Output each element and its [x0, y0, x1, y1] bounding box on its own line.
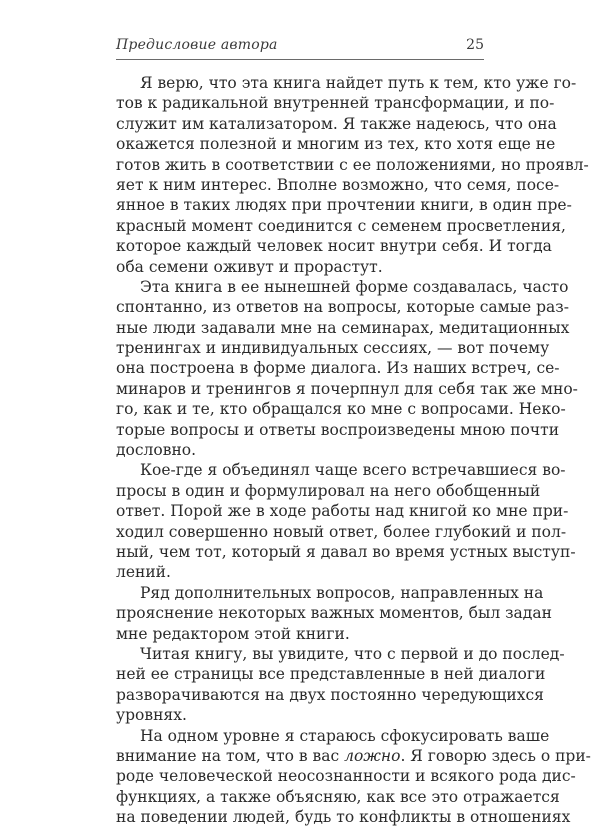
- text-line: Эта книга в ее нынешней форме создавалась, часто: [140, 277, 569, 296]
- body-text: [116, 73, 591, 827]
- text-line: готов жить в соответствии с ее положениями, но проявл-: [116, 155, 589, 174]
- text-line: минаров и тренингов я почерпнул для себя так же мно-: [116, 379, 578, 398]
- text-line: ответ. Порой же в ходе работы над книгой ко мне при-: [116, 502, 569, 521]
- text-line: мне редактором этой книги.: [116, 624, 350, 643]
- text-line: лений.: [116, 563, 171, 582]
- text-segment: внимание на том, что в вас: [116, 746, 345, 765]
- header-rule: [116, 59, 484, 60]
- text-line: просы в один и формулировал на него обобщенный: [116, 481, 541, 500]
- text-line: она построена в форме диалога. Из наших встреч, се-: [116, 359, 560, 378]
- text-line: Кое-где я объединял чаще всего встречавшиеся во-: [140, 461, 566, 480]
- text-line: тов к радикальной внутренней трансформации, и по-: [116, 94, 555, 113]
- text-line: разворачиваются на двух постоянно чередующихся: [116, 685, 544, 704]
- text-line: дословно.: [116, 441, 197, 460]
- running-head: [116, 37, 484, 61]
- page-number: 25: [466, 37, 484, 53]
- text-line: окажется полезной и многим из тех, кто хотя еще не: [116, 135, 556, 154]
- text-line: функциях, а также объясняю, как все это отражается: [116, 787, 560, 806]
- text-line: го, как и те, кто обращался ко мне с вопросами. Неко-: [116, 400, 566, 419]
- text-line: на поведении людей, будь то конфликты в отношениях: [116, 808, 571, 827]
- text-line: янное в таких людях при прочтении книги, в один пре-: [116, 196, 572, 215]
- text-line: ные люди задавали мне на семинарах, медитационных: [116, 318, 570, 337]
- text-line: уровнях.: [116, 706, 187, 725]
- text-line: красный момент соединится с семенем просветления,: [116, 216, 566, 235]
- text-line: ный, чем тот, который я давал во время устных выступ-: [116, 542, 576, 561]
- text-line: Я верю, что эта книга найдет путь к тем, кто уже го-: [140, 74, 577, 92]
- text-line: На одном уровне я стараюсь сфокусировать ваше: [140, 726, 550, 745]
- text-line: ней ее страницы все представленные в ней диалоги: [116, 665, 546, 684]
- text-line: прояснение некоторых важных моментов, был задан: [116, 604, 552, 623]
- text-line: которое каждый человек носит внутри себя. И тогда: [116, 237, 552, 256]
- text-line: Ряд дополнительных вопросов, направленных на: [140, 583, 544, 602]
- text-line: торые вопросы и ответы воспроизведены мною почти: [116, 420, 560, 439]
- text-line: оба семени оживут и прорастут.: [116, 257, 383, 276]
- text-line: служит им катализатором. Я также надеюсь, что она: [116, 114, 557, 133]
- text-line: ходил совершенно новый ответ, более глубокий и пол-: [116, 522, 567, 541]
- text-segment: . Я говорю здесь о при-: [400, 746, 591, 765]
- text-line: яет к ним интерес. Вполне возможно, что семя, посе-: [116, 175, 560, 194]
- text-line: тренингах и индивидуальных сессиях, — вот почему: [116, 339, 550, 358]
- text-line: Читая книгу, вы увидите, что с первой и до послед-: [140, 644, 565, 663]
- text-line: спонтанно, из ответов на вопросы, которые самые раз-: [116, 298, 569, 317]
- emphasis-word: ложно: [344, 746, 401, 765]
- text-line: роде человеческой неосознанности и всякого рода дис-: [116, 767, 576, 786]
- text-line: [116, 746, 591, 766]
- chapter-title: Предисловие автора: [116, 37, 278, 53]
